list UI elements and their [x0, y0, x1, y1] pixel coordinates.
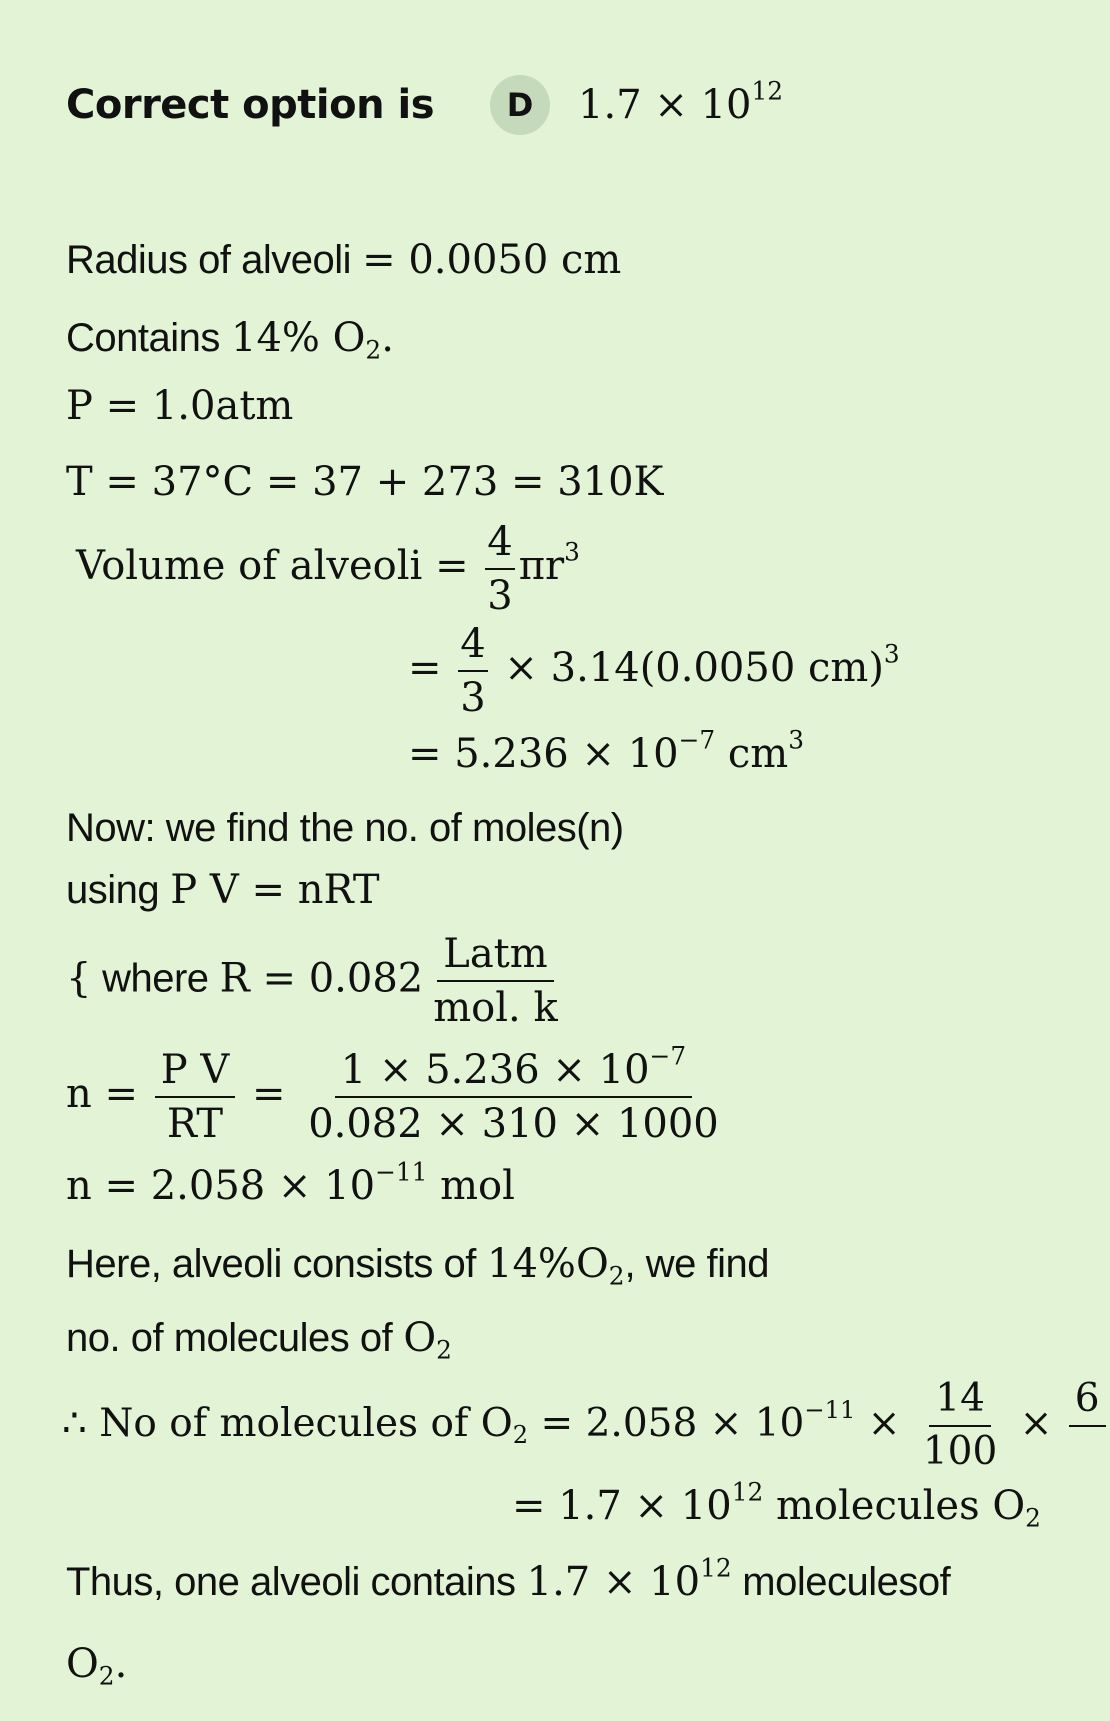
result-line: = $1.7 \times 10^{12}$ molecules $O_2$ — [512, 1477, 1041, 1533]
answer-header — [66, 72, 783, 138]
thus-line: Thus, one alveoli contains $1.7 \times 10^{12}$ moleculesof — [66, 1553, 951, 1605]
radius-line: Radius of alveoli = 0.0050 cm — [66, 237, 622, 283]
contains-line: Contains 14% $O_2$. — [66, 315, 394, 365]
temperature-line: T = 37°C = 37 + 273 = 310K — [66, 459, 664, 505]
answer-value: $1.7 \times 10^{12}$ — [578, 76, 784, 128]
final-o2-line: $O_2$. — [66, 1641, 128, 1691]
n-substituted-fraction: $\frac{1 \times 5.236 \times 10^{-7}}{0.082 \times 310 \times 1000}$ — [308, 1041, 719, 1147]
option-badge: D — [490, 75, 550, 135]
volume-fraction-1: $\frac{4}{3}$ — [487, 519, 513, 619]
pv-over-rt-fraction: $\frac{\text{P V}}{RT}$ — [155, 1048, 236, 1146]
n-formula-line: n = $\frac{\text{P V}}{RT}$ = $\frac{1 \times 5.236 \times 10^{-7}}{0.082 \times 310 \times 1000}$ — [66, 1048, 729, 1146]
volume-line-2: = $\frac{4}{3}$ × 3.14(0.0050 cm)$^3$ — [408, 621, 900, 721]
pressure-line: P = 1.0atm — [66, 383, 294, 429]
no-of-molecules-line: no. of molecules of $O_2$ — [66, 1315, 452, 1365]
volume-line-1: Volume of alveoli = $\frac{4}{3}$ $\pi r^3$ — [76, 519, 580, 619]
volume-line-3: = $5.236 \times 10^{-7}$ $cm^3$ — [408, 725, 804, 777]
volume-fraction-2: $\frac{4}{3}$ — [460, 621, 486, 721]
using-line: using P V = nRT — [66, 867, 380, 913]
percent-fraction: $\frac{14}{100}$ — [922, 1376, 998, 1474]
avogadro-fraction: 6 — [1069, 1378, 1106, 1474]
now-line: Now: we find the no. of moles(n) — [66, 806, 624, 850]
here-line: Here, alveoli consists of $14\%O_2$, we find — [66, 1241, 769, 1291]
r-units-fraction: $\frac{\text{Latm}}{\text{mol. k}}$ — [433, 931, 558, 1031]
correct-option-label: Correct option is — [66, 82, 435, 128]
n-result-line: $n = 2.058 \times 10^{-11}$ mol — [66, 1157, 515, 1209]
therefore-line: ∴ No of molecules of $O_2 = 2.058 \times 10^{-11}$ × $\frac{14}{100}$ × 6 — [62, 1378, 1110, 1474]
where-line: { where R = 0.082 $\frac{\text{Latm}}{\text{mol. k}}$ — [66, 932, 568, 1030]
